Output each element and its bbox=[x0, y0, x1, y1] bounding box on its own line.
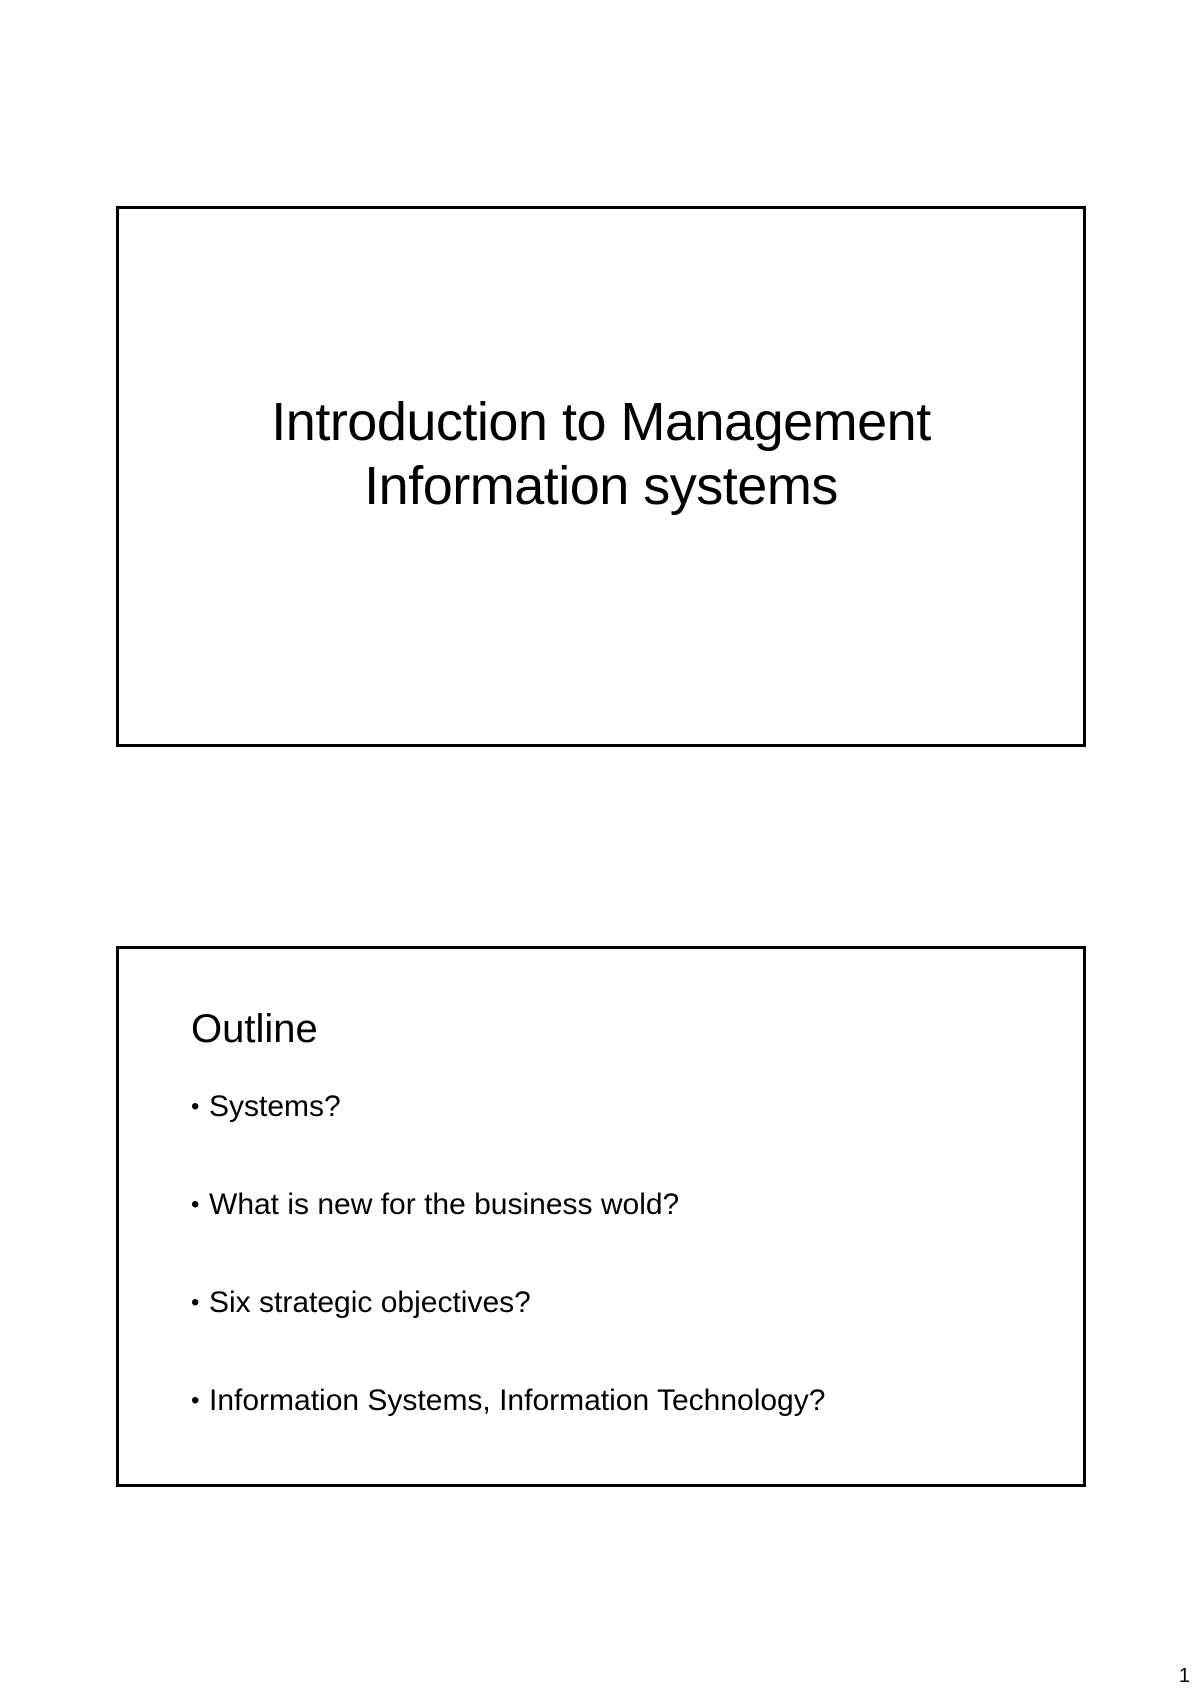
slide-title bbox=[119, 390, 1083, 518]
bullet-text: Six strategic objectives? bbox=[209, 1286, 531, 1319]
bullet-item bbox=[191, 1187, 825, 1223]
bullet-icon: • bbox=[191, 1093, 200, 1120]
bullet-item bbox=[191, 1089, 825, 1125]
bullet-item bbox=[191, 1383, 825, 1419]
bullet-text: Information Systems, Information Technology? bbox=[209, 1384, 826, 1417]
outline-heading: Outline bbox=[191, 1007, 318, 1051]
page-number: 1 bbox=[1178, 1665, 1190, 1687]
bullet-icon: • bbox=[191, 1191, 200, 1218]
bullet-list bbox=[191, 1089, 825, 1481]
bullet-text: Systems? bbox=[209, 1090, 341, 1123]
bullet-icon: • bbox=[191, 1387, 200, 1414]
bullet-text: What is new for the business wold? bbox=[209, 1188, 680, 1221]
outline-slide bbox=[116, 946, 1086, 1487]
bullet-icon: • bbox=[191, 1289, 200, 1316]
slide-title-line-1: Introduction to Management bbox=[271, 392, 931, 453]
title-slide bbox=[116, 206, 1086, 747]
slide-title-line-2: Information systems bbox=[364, 456, 838, 517]
bullet-item bbox=[191, 1285, 825, 1321]
